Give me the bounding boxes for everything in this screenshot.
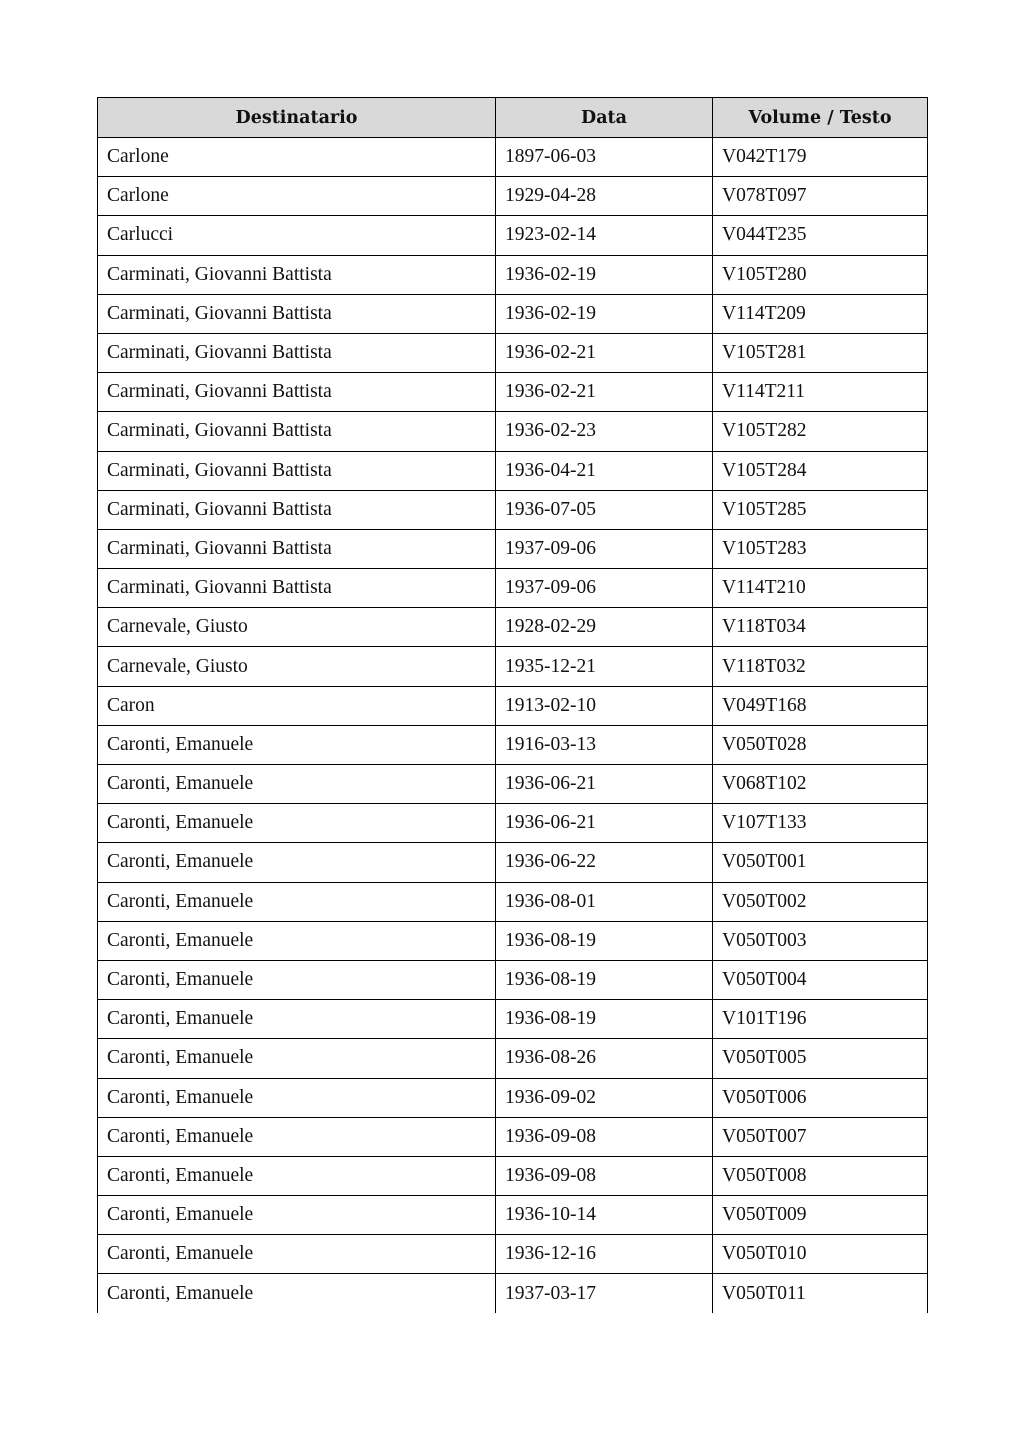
table-row <box>98 1156 928 1195</box>
cell-volume-testo: V050T005 <box>713 1039 928 1078</box>
cell-data: 1936-08-01 <box>496 882 713 921</box>
cell-destinatario: Carlone <box>98 138 496 177</box>
cell-data: 1936-10-14 <box>496 1196 713 1235</box>
cell-destinatario: Carlucci <box>98 216 496 255</box>
cell-volume-testo: V105T285 <box>713 490 928 529</box>
cell-volume-testo: V118T034 <box>713 608 928 647</box>
table-row <box>98 255 928 294</box>
cell-data: 1936-09-08 <box>496 1156 713 1195</box>
table-row <box>98 138 928 177</box>
header-destinatario: Destinatario <box>98 98 496 138</box>
cell-destinatario: Carminati, Giovanni Battista <box>98 451 496 490</box>
cell-volume-testo: V050T011 <box>713 1274 928 1313</box>
cell-data: 1936-02-23 <box>496 412 713 451</box>
table-row <box>98 216 928 255</box>
cell-data: 1916-03-13 <box>496 725 713 764</box>
cell-destinatario: Carminati, Giovanni Battista <box>98 255 496 294</box>
cell-destinatario: Caronti, Emanuele <box>98 725 496 764</box>
header-data: Data <box>496 98 713 138</box>
cell-data: 1936-06-22 <box>496 843 713 882</box>
table-row <box>98 725 928 764</box>
cell-destinatario: Carminati, Giovanni Battista <box>98 569 496 608</box>
header-volume-testo: Volume / Testo <box>713 98 928 138</box>
cell-data: 1936-02-19 <box>496 294 713 333</box>
cell-volume-testo: V105T282 <box>713 412 928 451</box>
table-row <box>98 1117 928 1156</box>
cell-data: 1913-02-10 <box>496 686 713 725</box>
table-row <box>98 804 928 843</box>
cell-data: 1936-08-26 <box>496 1039 713 1078</box>
cell-data: 1937-09-06 <box>496 569 713 608</box>
table-row <box>98 765 928 804</box>
cell-volume-testo: V049T168 <box>713 686 928 725</box>
cell-data: 1936-07-05 <box>496 490 713 529</box>
cell-destinatario: Caronti, Emanuele <box>98 1156 496 1195</box>
cell-destinatario: Carminati, Giovanni Battista <box>98 373 496 412</box>
cell-destinatario: Carminati, Giovanni Battista <box>98 529 496 568</box>
cell-destinatario: Caronti, Emanuele <box>98 843 496 882</box>
cell-destinatario: Caronti, Emanuele <box>98 1117 496 1156</box>
cell-volume-testo: V068T102 <box>713 765 928 804</box>
cell-destinatario: Caronti, Emanuele <box>98 1039 496 1078</box>
cell-volume-testo: V105T283 <box>713 529 928 568</box>
cell-volume-testo: V105T281 <box>713 333 928 372</box>
cell-volume-testo: V050T007 <box>713 1117 928 1156</box>
table-header <box>98 98 928 138</box>
table-row <box>98 490 928 529</box>
cell-destinatario: Caronti, Emanuele <box>98 882 496 921</box>
cell-data: 1936-02-21 <box>496 333 713 372</box>
cell-data: 1936-02-21 <box>496 373 713 412</box>
table-row <box>98 529 928 568</box>
table-row <box>98 569 928 608</box>
table-row <box>98 843 928 882</box>
cell-data: 1935-12-21 <box>496 647 713 686</box>
cell-destinatario: Caronti, Emanuele <box>98 1235 496 1274</box>
cell-destinatario: Carminati, Giovanni Battista <box>98 412 496 451</box>
cell-volume-testo: V118T032 <box>713 647 928 686</box>
cell-destinatario: Carnevale, Giusto <box>98 647 496 686</box>
table-row <box>98 1000 928 1039</box>
cell-destinatario: Caronti, Emanuele <box>98 804 496 843</box>
cell-destinatario: Carnevale, Giusto <box>98 608 496 647</box>
cell-volume-testo: V078T097 <box>713 177 928 216</box>
table-row <box>98 960 928 999</box>
table-row <box>98 882 928 921</box>
cell-volume-testo: V107T133 <box>713 804 928 843</box>
cell-volume-testo: V050T028 <box>713 725 928 764</box>
cell-data: 1936-08-19 <box>496 960 713 999</box>
table-row <box>98 1039 928 1078</box>
cell-volume-testo: V114T211 <box>713 373 928 412</box>
cell-data: 1929-04-28 <box>496 177 713 216</box>
cell-data: 1937-09-06 <box>496 529 713 568</box>
table-row <box>98 294 928 333</box>
cell-volume-testo: V050T002 <box>713 882 928 921</box>
cell-destinatario: Carlone <box>98 177 496 216</box>
cell-data: 1936-02-19 <box>496 255 713 294</box>
cell-destinatario: Carminati, Giovanni Battista <box>98 294 496 333</box>
cell-destinatario: Caronti, Emanuele <box>98 765 496 804</box>
table-row <box>98 451 928 490</box>
cell-destinatario: Caronti, Emanuele <box>98 1274 496 1313</box>
table-row <box>98 921 928 960</box>
table-row <box>98 1274 928 1313</box>
cell-data: 1936-09-02 <box>496 1078 713 1117</box>
letters-table <box>97 97 928 1313</box>
table-row <box>98 686 928 725</box>
cell-destinatario: Caronti, Emanuele <box>98 960 496 999</box>
table-row <box>98 373 928 412</box>
cell-destinatario: Caronti, Emanuele <box>98 1078 496 1117</box>
cell-volume-testo: V105T280 <box>713 255 928 294</box>
cell-volume-testo: V042T179 <box>713 138 928 177</box>
cell-data: 1936-06-21 <box>496 765 713 804</box>
table-row <box>98 177 928 216</box>
cell-data: 1936-08-19 <box>496 921 713 960</box>
cell-volume-testo: V114T210 <box>713 569 928 608</box>
cell-volume-testo: V114T209 <box>713 294 928 333</box>
cell-data: 1923-02-14 <box>496 216 713 255</box>
cell-destinatario: Caron <box>98 686 496 725</box>
cell-volume-testo: V050T001 <box>713 843 928 882</box>
table-row <box>98 1078 928 1117</box>
cell-volume-testo: V044T235 <box>713 216 928 255</box>
table-row <box>98 1196 928 1235</box>
cell-data: 1897-06-03 <box>496 138 713 177</box>
cell-data: 1936-12-16 <box>496 1235 713 1274</box>
header-row <box>98 98 928 138</box>
cell-destinatario: Carminati, Giovanni Battista <box>98 490 496 529</box>
cell-volume-testo: V105T284 <box>713 451 928 490</box>
table-row <box>98 647 928 686</box>
cell-destinatario: Caronti, Emanuele <box>98 1196 496 1235</box>
table-row <box>98 608 928 647</box>
cell-volume-testo: V050T009 <box>713 1196 928 1235</box>
cell-data: 1936-04-21 <box>496 451 713 490</box>
cell-data: 1928-02-29 <box>496 608 713 647</box>
cell-data: 1936-06-21 <box>496 804 713 843</box>
cell-destinatario: Caronti, Emanuele <box>98 921 496 960</box>
cell-data: 1937-03-17 <box>496 1274 713 1313</box>
cell-data: 1936-09-08 <box>496 1117 713 1156</box>
table-body <box>98 138 928 1314</box>
table-row <box>98 1235 928 1274</box>
cell-destinatario: Caronti, Emanuele <box>98 1000 496 1039</box>
cell-volume-testo: V050T004 <box>713 960 928 999</box>
cell-volume-testo: V050T006 <box>713 1078 928 1117</box>
table-row <box>98 412 928 451</box>
table-row <box>98 333 928 372</box>
cell-volume-testo: V050T003 <box>713 921 928 960</box>
cell-data: 1936-08-19 <box>496 1000 713 1039</box>
cell-destinatario: Carminati, Giovanni Battista <box>98 333 496 372</box>
cell-volume-testo: V050T008 <box>713 1156 928 1195</box>
cell-volume-testo: V050T010 <box>713 1235 928 1274</box>
cell-volume-testo: V101T196 <box>713 1000 928 1039</box>
